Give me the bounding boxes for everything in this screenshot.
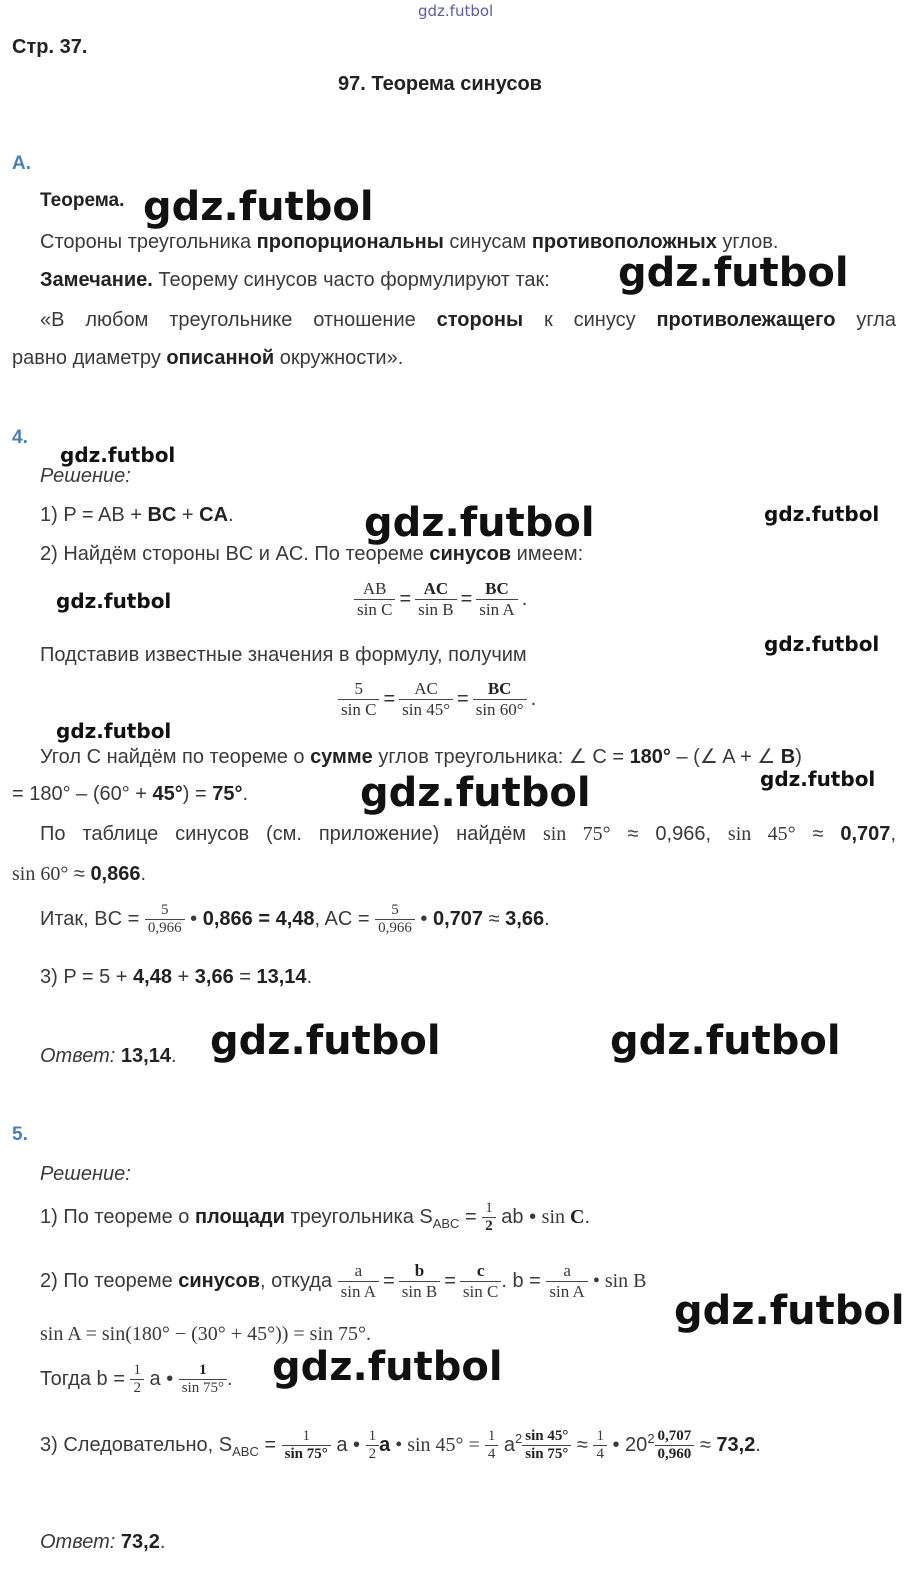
- watermark: gdz.futbol: [56, 589, 172, 613]
- watermark: gdz.futbol: [764, 632, 880, 656]
- theorem-text: Стороны треугольника пропорциональны синусам противоположных углов.: [40, 231, 779, 253]
- watermark: gdz.futbol: [610, 1018, 841, 1064]
- step-3: 3) P = 5 + 4,48 + 3,66 = 13,14.: [40, 966, 313, 988]
- sin-a-line: sin A = sin(180° − (30° + 45°)) = sin 75°.: [40, 1323, 372, 1345]
- step-1: 1) P = AB + BC + CA.: [40, 504, 234, 526]
- watermark: gdz.futbol: [364, 500, 595, 546]
- section-a-label: А.: [12, 153, 31, 174]
- watermark: gdz.futbol: [360, 770, 591, 816]
- substitute-text: Подставив известные значения в формулу, получим: [40, 644, 527, 666]
- quote-line-1: «В любом треугольнике отношение стороны к синусу противолежащего угла: [40, 309, 896, 331]
- angle-line-2: = 180° – (60° + 45°) = 75°.: [12, 783, 249, 805]
- watermark: gdz.futbol: [674, 1288, 905, 1334]
- area-step-1: 1) По теореме о площади треугольника $S_{ABC}$ = $\frac{1}{2}$ ab • sin C.: [40, 1200, 591, 1234]
- step-2: 2) Найдём стороны BC и AC. По теореме синусов имеем:: [40, 543, 584, 565]
- page-label: Стр. 37.: [12, 36, 88, 58]
- watermark-top: gdz.futbol: [418, 2, 494, 20]
- watermark: gdz.futbol: [618, 250, 849, 296]
- section-4-label: 4.: [12, 427, 28, 448]
- section-5-label: 5.: [12, 1124, 28, 1145]
- quote-line-2: равно диаметру описанной окружности».: [12, 347, 404, 369]
- area-step-2: 2) По теореме синусов, откуда $\frac{a}{\text{sin A}}$ = $\frac{b}{\text{sin B}}$ = $\frac{c}{\text{sin C}}$ . b = $\frac{a}{\text{sin A}}$ • sin B: [40, 1261, 647, 1301]
- watermark: gdz.futbol: [210, 1018, 441, 1064]
- answer-4: Ответ: 13,14.: [40, 1045, 177, 1067]
- note-text: Замечание. Теорему синусов часто формулируют так:: [40, 269, 550, 291]
- solution-label: Решение:: [40, 465, 131, 487]
- then-b-line: Тогда b = $\frac{1}{2}$ a • $\frac{1}{\sin 75^\circ}$ .: [40, 1362, 233, 1396]
- watermark: gdz.futbol: [272, 1344, 503, 1390]
- formula-sine-law: $\frac{AB}{\text{sin C}}$ = $\frac{AC}{\text{sin B}}$ = $\frac{BC}{\text{sin A}}$ .: [354, 579, 531, 620]
- watermark: gdz.futbol: [56, 719, 172, 743]
- watermark: gdz.futbol: [60, 443, 176, 467]
- watermark: gdz.futbol: [760, 767, 876, 791]
- answer-5: Ответ: 73,2.: [40, 1531, 166, 1553]
- page-title: 97. Теорема синусов: [338, 73, 542, 95]
- sine-table-line-2: sin 60° ≈ 0,866.: [12, 863, 147, 885]
- formula-substituted: $\frac{5}{\text{sin C}}$ = $\frac{AC}{\sin 45^\circ}$ = $\frac{BC}{\sin 60^\circ}$ .: [338, 679, 540, 720]
- angle-line-1: Угол C найдём по теореме о сумме углов треугольника: ∠ C = 180° – (∠ A + ∠ B): [40, 746, 802, 768]
- solution-label: Решение:: [40, 1163, 131, 1185]
- watermark: gdz.futbol: [143, 184, 374, 230]
- theorem-label: Теорема.: [40, 190, 125, 211]
- area-step-3: 3) Следовательно, $S_{ABC}$ = $\frac{1}{\sin 75^\circ}$ a • $\frac{1}{2}$ a • sin 45° = $\frac{1}{4}$ $a^2$ $\frac{\sin 45^\circ}{\sin 75^\circ}$ ≈ $\frac{1}{4}$ • $20^2$ $\frac{0,707}{0,960}$ ≈ 73,2.: [40, 1428, 761, 1462]
- itak-line: Итак, BC = $\frac{5}{0,966}$ • 0,866 = 4,48, AC = $\frac{5}{0,966}$ • 0,707 ≈ 3,66.: [40, 902, 550, 936]
- watermark: gdz.futbol: [764, 502, 880, 526]
- sine-table-line-1: По таблице синусов (см. приложение) найдём sin 75° ≈ 0,966, sin 45° ≈ 0,707,: [40, 823, 896, 845]
